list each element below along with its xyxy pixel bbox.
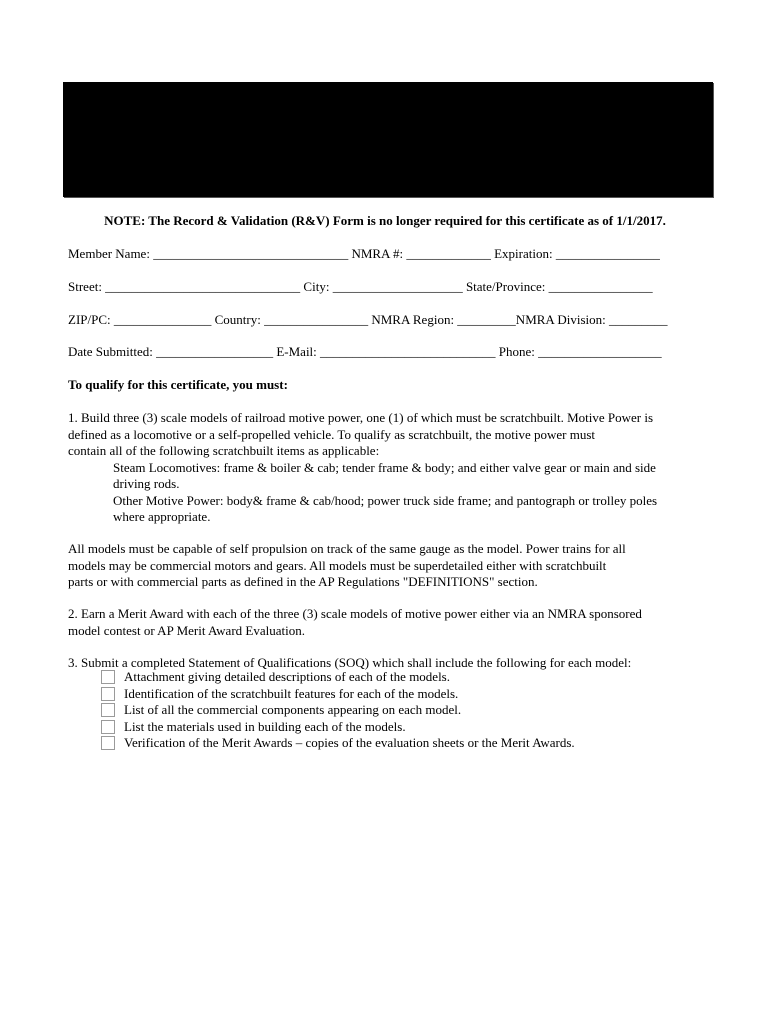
checkbox[interactable] xyxy=(101,736,115,750)
models-paragraph xyxy=(68,541,708,591)
checklist-item xyxy=(101,702,575,719)
item-1-sub-line: driving rods. xyxy=(113,476,180,491)
item-2-paragraph xyxy=(68,606,708,639)
item-1-line: defined as a locomotive or a self-propelled vehicle. To qualify as scratchbuilt, the motive power must xyxy=(68,426,595,442)
item-1-paragraph xyxy=(68,410,708,526)
checklist-label: List the materials used in building each of the models. xyxy=(124,718,406,734)
street-row[interactable]: Street: ______________________________ City: ____________________ State/Province: ________________ xyxy=(68,279,653,294)
item-2-line: 2. Earn a Merit Award with each of the three (3) scale models of motive power either via an NMRA sponsored xyxy=(68,606,642,621)
checklist-item xyxy=(101,719,575,736)
models-line: parts or with commercial parts as defined in the AP Regulations "DEFINITIONS" section. xyxy=(68,574,538,589)
soq-checklist xyxy=(101,669,575,752)
item-1-sub-line: Other Motive Power: body& frame & cab/hood; power truck side frame; and pantograph or trolley poles xyxy=(113,492,658,508)
qualify-heading: To qualify for this certificate, you must: xyxy=(68,377,288,392)
checkbox[interactable] xyxy=(101,670,115,684)
note-text: NOTE: The Record & Validation (R&V) Form is no longer required for this certificate as of 1/1/2017. xyxy=(104,213,666,228)
item-2-line: model contest or AP Merit Award Evaluation. xyxy=(68,622,305,638)
item-1-line: 1. Build three (3) scale models of railroad motive power, one (1) of which must be scratchbuilt. Motive Power is xyxy=(68,410,654,425)
checklist-item xyxy=(101,669,575,686)
models-line: All models must be capable of self propulsion on track of the same gauge as the model. Power trains for all xyxy=(68,541,626,556)
checklist-label: Attachment giving detailed descriptions of each of the models. xyxy=(124,669,450,684)
checkbox[interactable] xyxy=(101,720,115,734)
checklist-item xyxy=(101,735,575,752)
redacted-header-banner xyxy=(63,82,713,197)
checkbox[interactable] xyxy=(101,687,115,701)
item-1-sub-line: Steam Locomotives: frame & boiler & cab; tender frame & body; and either valve gear or main and side xyxy=(113,459,656,475)
date-submitted-row[interactable]: Date Submitted: __________________ E-Mail: ___________________________ Phone: ___________________ xyxy=(68,344,662,359)
checklist-item xyxy=(101,686,575,703)
checklist-label: Verification of the Merit Awards – copies of the evaluation sheets or the Merit Awards. xyxy=(124,735,575,750)
item-3-intro: 3. Submit a completed Statement of Qualifications (SOQ) which shall include the following for each model: xyxy=(68,655,632,670)
item-1-sub-line: where appropriate. xyxy=(113,509,211,524)
checklist-label: Identification of the scratchbuilt features for each of the models. xyxy=(124,685,459,701)
item-1-line: contain all of the following scratchbuilt items as applicable: xyxy=(68,443,380,458)
checklist-label: List of all the commercial components appearing on each model. xyxy=(124,702,462,717)
member-name-row[interactable]: Member Name: ______________________________ NMRA #: _____________ Expiration: ________________ xyxy=(68,246,660,261)
models-line: models may be commercial motors and gears. All models must be superdetailed either with scratchbuilt xyxy=(68,557,607,573)
zip-row[interactable]: ZIP/PC: _______________ Country: ________________ NMRA Region: _________NMRA Division: _________ xyxy=(68,312,668,327)
checkbox[interactable] xyxy=(101,703,115,717)
